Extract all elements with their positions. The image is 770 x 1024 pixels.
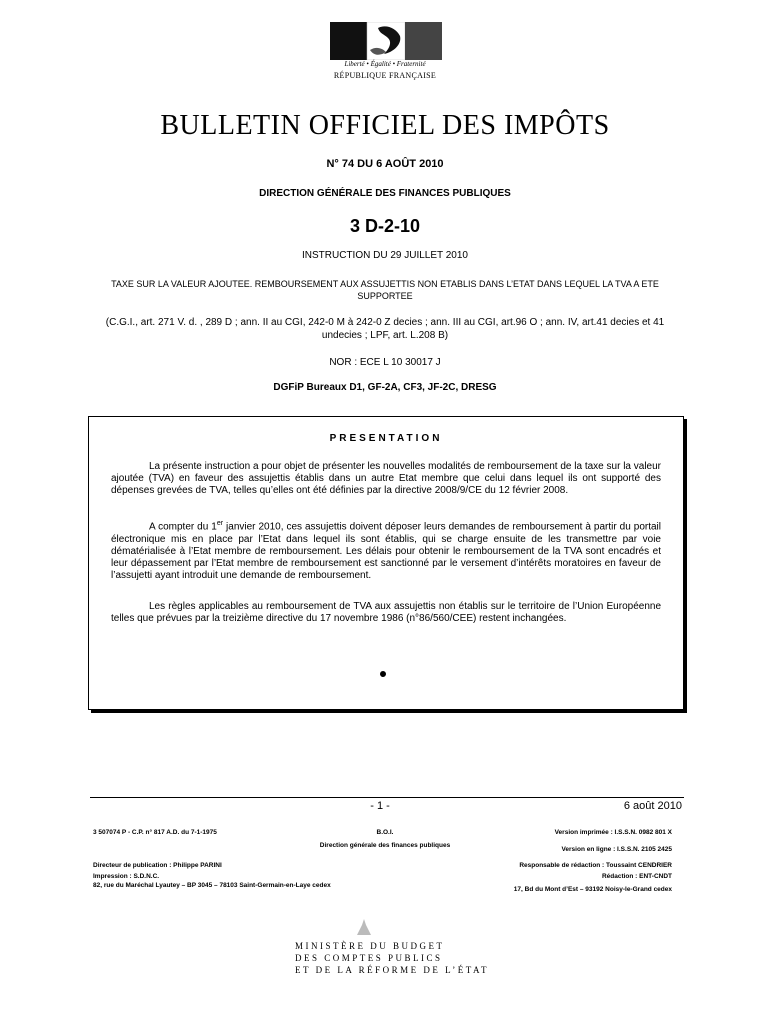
issue-number: N° 74 DU 6 AOÛT 2010 [326,158,444,170]
instruction-code: 3 D-2-10 [349,216,421,236]
instruction-subject: TAXE SUR LA VALEUR AJOUTEE. REMBOURSEMENT AUX ASSUJETTIS NON ETABLIS DANS L’ETAT DANS LEQUEL LA TVA A ETE SUPPORTEE [111,279,659,301]
presentation-paragraph-2 [111,518,661,582]
page-date: 6 août 2010 [623,800,682,812]
footer-boi: B.O.I. [376,829,394,836]
superscript-er: er [216,520,224,527]
republic-motto: Liberté • Égalité • Fraternité [344,60,426,68]
presentation-title: PRESENTATION [329,433,443,444]
ministry-line-2: DES COMPTES PUBLICS [295,953,443,963]
footer-printing: Impression : S.D.N.C. [93,873,160,880]
footer-issn-print: Version imprimée : I.S.S.N. 0982 801 X [554,829,672,836]
instruction-date: INSTRUCTION DU 29 JUILLET 2010 [302,250,468,261]
nor-number: NOR : ECE L 10 30017 J [329,357,441,368]
republic-name: RÉPUBLIQUE FRANÇAISE [333,71,437,80]
paragraph-2-start: A compter du 1 [149,521,217,533]
paragraph-2-rest: janvier 2010, ces assujettis doivent déposer leurs demandes de remboursement à partir du portail électronique mis en place par l’Etat dans lequel ils sont établis, qui se charge ensuite de les transmettre par voie dématérialisée à l’Etat membre de remboursement. Les délais pour obtenir le remboursement de la TVA sont encadrés et leur dépassement par l’Etat membre de remboursement est sanctionné par le versement d’intérêts moratoires en faveur de l’assujetti ayant introduit une demande de remboursement. [111,521,661,582]
ministry-marianne-icon [357,919,371,940]
footer-dgfip: Direction générale des finances publiques [319,842,451,849]
footer-address-left: 82, rue du Maréchal Lyautey – BP 3045 – 78103 Saint-Germain-en-Laye cedex [93,882,331,889]
ministry-line-3: ET DE LA RÉFORME DE L’ÉTAT [295,965,490,975]
ministry-name [295,940,495,976]
bullet-dot-icon [380,671,386,677]
footer-ref-code: 3 507074 P - C.P. n° 817 A.D. du 7-1-1975 [93,829,217,836]
presentation-paragraph-1: La présente instruction a pour objet de présenter les nouvelles modalités de remboursement de la taxe sur la valeur ajoutée (TVA) en faveur des assujettis établis dans un autre Etat membre que celui dans lequel ils ont supporté des dépenses grevées de TVA, telles qu’elles ont été définies par la directive 2008/9/CE du 12 février 2008. [111,461,661,497]
presentation-box [88,416,684,710]
page-number: - 1 - [370,800,390,812]
issuing-bureaux: DGFiP Bureaux D1, GF-2A, CF3, JF-2C, DRESG [273,382,497,393]
presentation-paragraph-3: Les règles applicables au remboursement de TVA aux assujettis non établis sur le territoire de l’Union Européenne telles que prévues par la treizième directive du 17 novembre 1986 (n°86/560/CEE) restent inchangées. [111,601,661,625]
document-title: BULLETIN OFFICIEL DES IMPÔTS [160,110,610,141]
footer-editor: Responsable de rédaction : Toussaint CENDRIER [519,862,672,869]
direction-name: DIRECTION GÉNÉRALE DES FINANCES PUBLIQUES [259,188,511,199]
footer-redaction: Rédaction : ENT-CNDT [601,873,672,880]
ministry-line-1: MINISTÈRE DU BUDGET [295,941,445,951]
footer-issn-online: Version en ligne : I.S.S.N. 2105 2425 [561,846,672,853]
footer-publisher: Directeur de publication : Philippe PARINI [93,862,222,869]
footer-divider [90,797,684,798]
legal-references: (C.G.I., art. 271 V. d. , 289 D ; ann. II au CGI, 242-0 M à 242-0 Z decies ; ann. III au CGI, art.96 O ; ann. IV, art.41 decies et 41 undecies ; LPF, art. L.208 B) [105,317,665,341]
footer-address-right: 17, Bd du Mont d’Est – 93192 Noisy-le-Grand cedex [513,886,672,893]
